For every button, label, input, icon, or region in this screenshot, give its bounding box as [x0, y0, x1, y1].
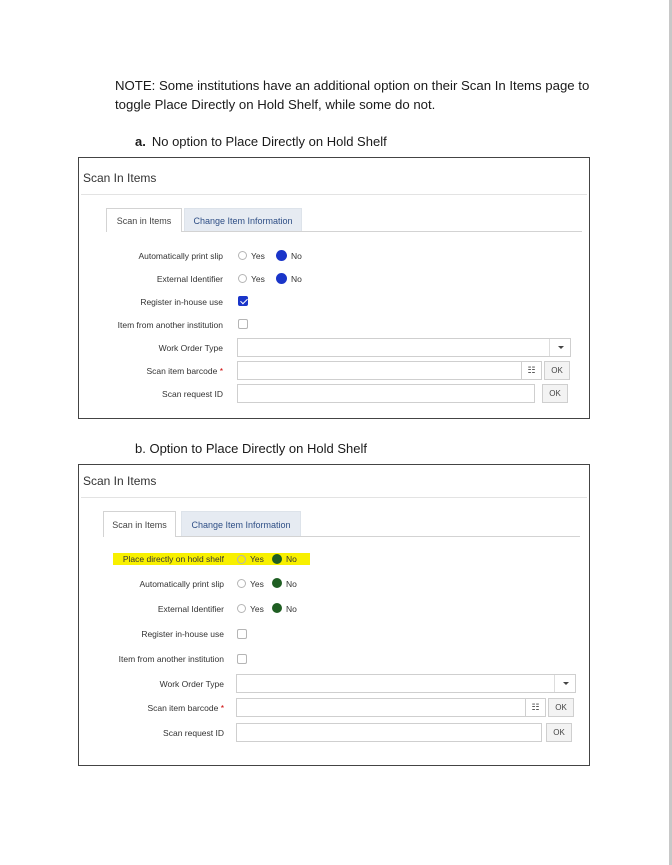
auto-print-no-label: No: [286, 579, 297, 589]
auto-print-yes-label: Yes: [251, 251, 265, 261]
panel-title: Scan In Items: [83, 171, 157, 185]
scan-item-barcode-input[interactable]: [236, 698, 526, 717]
external-id-yes-radio[interactable]: [237, 604, 246, 613]
caption-b: b. Option to Place Directly on Hold Shelf: [135, 441, 367, 456]
required-mark: *: [220, 703, 224, 713]
auto-print-no-label: No: [291, 251, 302, 261]
barcode-ok-button[interactable]: OK: [548, 698, 574, 717]
barcode-label-text: Scan item barcode: [147, 703, 219, 713]
work-order-type-label: Work Order Type: [159, 679, 224, 689]
tab-underline: [176, 536, 580, 537]
auto-print-yes-label: Yes: [250, 579, 264, 589]
work-order-type-select[interactable]: [236, 674, 576, 693]
scan-in-items-panel-a: [78, 157, 590, 419]
note-paragraph: NOTE: Some institutions have an additional option on their Scan In Items page to toggle Place Directly on Hold Shelf, while some do not.: [115, 78, 590, 112]
external-id-yes-label: Yes: [251, 274, 265, 284]
scan-in-items-panel-b: [78, 464, 590, 766]
external-id-yes-radio[interactable]: [238, 274, 247, 283]
tab-change-item-information[interactable]: Change Item Information: [181, 511, 301, 537]
in-house-label: Register in-house use: [141, 629, 224, 639]
auto-print-no-radio[interactable]: [272, 578, 282, 588]
auto-print-label: Automatically print slip: [138, 251, 223, 261]
auto-print-yes-radio[interactable]: [238, 251, 247, 260]
another-institution-label: Item from another institution: [118, 654, 224, 664]
scan-item-barcode-label: [147, 703, 224, 713]
required-mark: *: [219, 366, 223, 376]
panel-title: Scan In Items: [83, 474, 157, 488]
external-id-no-label: No: [286, 604, 297, 614]
hold-shelf-yes-radio[interactable]: [237, 555, 246, 564]
another-institution-checkbox[interactable]: [238, 319, 248, 329]
caption-a: [135, 134, 387, 149]
panel-divider: [81, 194, 587, 195]
another-institution-checkbox[interactable]: [237, 654, 247, 664]
list-icon[interactable]: ☷: [521, 361, 542, 380]
list-icon[interactable]: ☷: [525, 698, 546, 717]
hold-shelf-no-radio[interactable]: [272, 554, 282, 564]
tab-change-item-information[interactable]: Change Item Information: [184, 208, 302, 232]
scan-request-id-label: Scan request ID: [162, 389, 223, 399]
auto-print-yes-radio[interactable]: [237, 579, 246, 588]
tab-scan-in-items[interactable]: Scan in Items: [106, 208, 182, 232]
in-house-checkbox[interactable]: [238, 296, 248, 306]
hold-shelf-label: Place directly on hold shelf: [122, 554, 224, 564]
tab-scan-in-items[interactable]: Scan in Items: [103, 511, 176, 537]
hold-shelf-no-label: No: [286, 554, 297, 564]
barcode-label-text: Scan item barcode: [146, 366, 218, 376]
hold-shelf-yes-label: Yes: [250, 554, 264, 564]
chevron-down-icon[interactable]: [554, 675, 575, 692]
chevron-down-icon[interactable]: [549, 339, 570, 356]
another-institution-label: Item from another institution: [117, 320, 223, 330]
in-house-label: Register in-house use: [140, 297, 223, 307]
auto-print-no-radio[interactable]: [276, 250, 287, 261]
scan-item-barcode-label: [146, 366, 223, 376]
work-order-type-select[interactable]: [237, 338, 571, 357]
caption-a-marker: a.: [135, 134, 146, 149]
external-id-label: External Identifier: [157, 604, 224, 614]
external-id-label: External Identifier: [156, 274, 223, 284]
request-ok-button[interactable]: OK: [546, 723, 572, 742]
scan-request-id-label: Scan request ID: [163, 728, 224, 738]
in-house-checkbox[interactable]: [237, 629, 247, 639]
scan-request-id-input[interactable]: [237, 384, 535, 403]
scan-request-id-input[interactable]: [236, 723, 542, 742]
scan-item-barcode-input[interactable]: [237, 361, 522, 380]
barcode-ok-button[interactable]: OK: [544, 361, 570, 380]
work-order-type-label: Work Order Type: [158, 343, 223, 353]
caption-a-text: No option to Place Directly on Hold Shelf: [151, 134, 387, 149]
external-id-no-radio[interactable]: [276, 273, 287, 284]
tab-underline: [182, 231, 582, 232]
auto-print-label: Automatically print slip: [139, 579, 224, 589]
request-ok-button[interactable]: OK: [542, 384, 568, 403]
external-id-no-radio[interactable]: [272, 603, 282, 613]
external-id-yes-label: Yes: [250, 604, 264, 614]
panel-divider: [81, 497, 587, 498]
external-id-no-label: No: [291, 274, 302, 284]
